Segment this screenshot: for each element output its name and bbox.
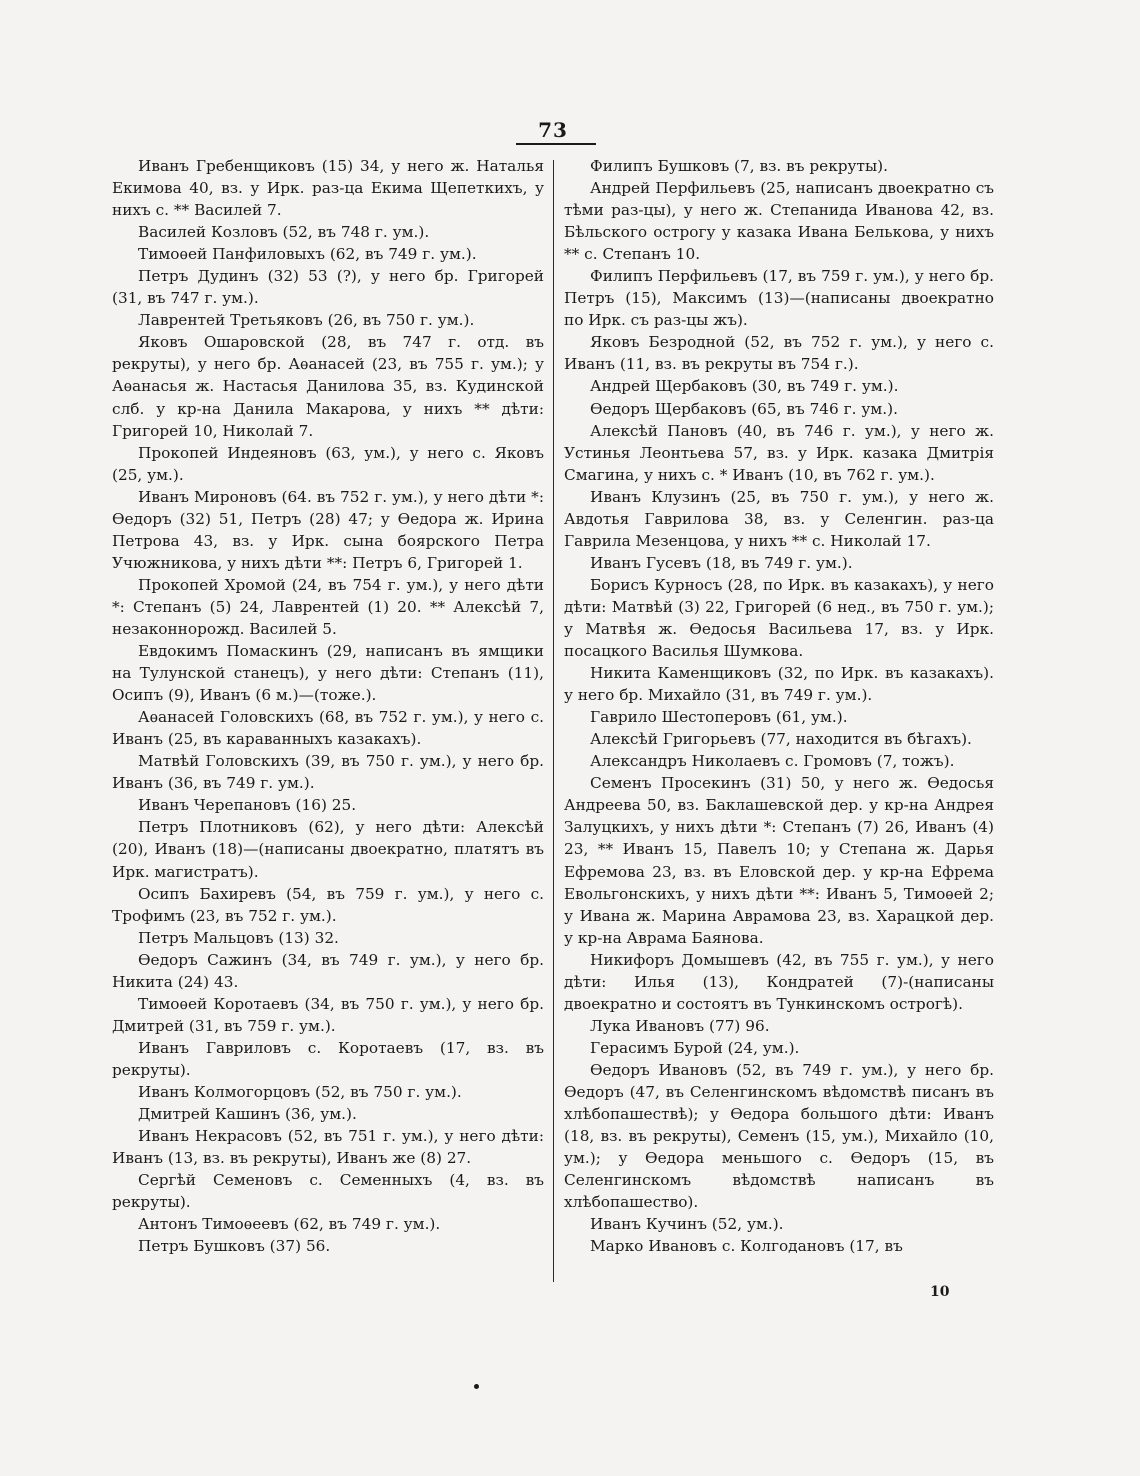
register-entry: Никита Каменщиковъ (32, по Ирк. въ казакахъ). у него бр. Михайло (31, въ 749 г. ум.). [564,664,994,705]
register-entry: Яковъ Ошаровской (28, въ 747 г. отд. въ рекруты), у него бр. Аѳанасей (23, въ 755 г. ум.); у Аѳанасья ж. Настасья Данилова 35, вз. Кудинской слб. у кр-на Данила Макарова, у нихъ ** дѣти: Григорей 10, Николай 7. [112,333,544,440]
register-entry: Ѳедоръ Щербаковъ (65, въ 746 г. ум.). [590,399,898,418]
register-entry: Филипъ Бушковъ (7, вз. въ рекруты). [590,157,889,175]
register-entry: Петръ Бушковъ (37) 56. [138,1237,331,1256]
register-entry: Прокопей Хромой (24, въ 754 г. ум.), у него дѣти *: Степанъ (5) 24, Лаврентей (1) 20. ** Алексѣй 7, незаконнорожд. Василей 5. [112,575,544,638]
register-entry: Яковъ Безродной (52, въ 752 г. ум.), у него с. Иванъ (11, вз. въ рекруты въ 754 г.). [564,333,994,374]
register-entry: Василей Козловъ (52, въ 748 г. ум.). [138,223,430,242]
register-entry: Сергѣй Семеновъ с. Семенныхъ (4, вз. въ рекруты). [112,1171,544,1212]
register-entry: Иванъ Кучинъ (52, ум.). [590,1215,784,1234]
register-entry: Осипъ Бахиревъ (54, въ 759 г. ум.), у него с. Трофимъ (23, въ 752 г. ум.). [112,884,544,925]
register-entry: Семенъ Просекинъ (31) 50, у него ж. Ѳедосья Андреева 50, вз. Баклашевской дер. у кр-на Андрея Залуцкихъ, у нихъ дѣти *: Степанъ (7) 26, Иванъ (4) 23, ** Иванъ 15, Павелъ 10; у Степана ж. Дарья Ефремова 23, вз. въ Еловской дер. у кр-на Ефрема Евольгонскихъ, у нихъ дѣти **: Иванъ 5, Тимоѳей 2; у Ивана ж. Марина Аврамова 23, вз. Харацкой дер. у кр-на Аврама Баянова. [564,774,994,947]
left-column [112,155,544,1257]
register-entry: Марко Ивановъ с. Колгодановъ (17, въ [590,1237,903,1256]
register-entry: Евдокимъ Помаскинъ (29, написанъ въ ямщики на Тулунской станецъ), у него дѣти: Степанъ (11), Осипъ (9), Иванъ (6 м.)—(тоже.). [112,642,544,705]
register-entry: Лаврентей Третьяковъ (26, въ 750 г. ум.). [138,311,475,330]
register-entry: Петръ Мальцовъ (13) 32. [138,928,339,947]
register-entry: Алексѣй Григорьевъ (77, находится въ бѣгахъ). [590,730,972,749]
register-entry: Матвѣй Головскихъ (39, въ 750 г. ум.), у него бр. Иванъ (36, въ 749 г. ум.). [112,752,544,793]
register-entry: Филипъ Перфильевъ (17, въ 759 г. ум.), у него бр. Петръ (15), Максимъ (13)—(написаны двоекратно по Ирк. съ раз-цы жъ). [564,267,994,330]
register-entry: Дмитрей Кашинъ (36, ум.). [138,1105,357,1124]
register-entry: Иванъ Гребенщиковъ (15) 34, у него ж. Наталья Екимова 40, вз. у Ирк. раз-ца Екима Щепеткихъ, у нихъ с. ** Василей 7. [112,157,544,220]
register-entry: Никифоръ Домышевъ (42, въ 755 г. ум.), у него дѣти: Илья (13), Кондратей (7)-(написаны двоекратно и состоятъ въ Тункинскомъ острогѣ). [564,950,994,1013]
register-entry: Гаврило Шестоперовъ (61, ум.). [590,708,848,727]
register-entry: Иванъ Гавриловъ с. Коротаевъ (17, вз. въ рекруты). [112,1038,544,1079]
column-divider [553,160,554,1282]
register-entry: Андрей Щербаковъ (30, въ 749 г. ум.). [590,377,899,396]
register-entry: Антонъ Тимоѳеевъ (62, въ 749 г. ум.). [138,1215,441,1234]
register-entry: Иванъ Клузинъ (25, въ 750 г. ум.), у него ж. Авдотья Гаврилова 38, вз. у Селенгин. раз-ца Гаврила Мезенцова, у нихъ ** с. Николай 17. [564,487,994,550]
page-mark-dot [474,1384,479,1389]
register-entry: Герасимъ Бурой (24, ум.). [590,1038,800,1057]
register-entry: Тимоѳей Панфиловыхъ (62, въ 749 г. ум.). [138,245,477,264]
register-entry: Иванъ Некрасовъ (52, въ 751 г. ум.), у него дѣти: Иванъ (13, вз. въ рекруты), Иванъ же (8) 27. [112,1127,544,1168]
right-column [564,155,994,1257]
register-entry: Лука Ивановъ (77) 96. [590,1016,770,1035]
signature-number: 10 [930,1284,950,1300]
register-entry: Иванъ Гусевъ (18, въ 749 г. ум.). [590,553,853,572]
page-number-rule [516,143,596,145]
register-entry: Иванъ Мироновъ (64. въ 752 г. ум.), у него дѣти *: Ѳедоръ (32) 51, Петръ (28) 47; у Ѳедора ж. Ирина Петрова 43, вз. у Ирк. сына боярского Петра Учюжникова, у нихъ дѣти **: Петръ 6, Григорей 1. [112,487,544,572]
register-entry: Ѳедоръ Ивановъ (52, въ 749 г. ум.), у него бр. Ѳедоръ (47, въ Селенгинскомъ вѣдомствѣ писанъ въ хлѣбопашествѣ); у Ѳедора большого дѣти: Иванъ (18, вз. въ рекруты), Семенъ (15, ум.), Михайло (10, ум.); у Ѳедора меньшого с. Ѳедоръ (15, въ Селенгинскомъ вѣдомствѣ написанъ въ хлѣбопашество). [564,1060,994,1212]
register-entry: Иванъ Черепановъ (16) 25. [138,796,357,815]
register-entry: Александръ Николаевъ с. Громовъ (7, тожъ). [590,752,955,771]
register-entry: Прокопей Индеяновъ (63, ум.), у него с. Яковъ (25, ум.). [112,443,544,484]
register-entry: Ѳедоръ Сажинъ (34, въ 749 г. ум.), у него бр. Никита (24) 43. [112,950,544,991]
register-entry: Борисъ Курносъ (28, по Ирк. въ казакахъ), у него дѣти: Матвѣй (3) 22, Григорей (6 нед., въ 750 г. ум.); у Матвѣя ж. Ѳедосья Васильева 17, вз. у Ирк. посацкого Василья Шумкова. [564,575,994,661]
register-entry: Аѳанасей Головскихъ (68, въ 752 г. ум.), у него с. Иванъ (25, въ караванныхъ казакахъ). [112,708,544,749]
register-entry: Алексѣй Пановъ (40, въ 746 г. ум.), у него ж. Устинья Леонтьева 57, вз. у Ирк. казака Дмитрія Смагина, у нихъ с. * Иванъ (10, въ 762 г. ум.). [564,421,994,484]
register-entry: Петръ Дудинъ (32) 53 (?), у него бр. Григорей (31, въ 747 г. ум.). [112,267,544,308]
page-number: 73 [538,118,568,142]
register-entry: Иванъ Колмогорцовъ (52, въ 750 г. ум.). [138,1082,462,1101]
register-entry: Петръ Плотниковъ (62), у него дѣти: Алексѣй (20), Иванъ (18)—(написаны двоекратно, платятъ въ Ирк. магистратъ). [112,818,544,881]
register-entry: Андрей Перфильевъ (25, написанъ двоекратно съ тѣми раз-цы), у него ж. Степанида Иванова 42, вз. Бѣльского острогу у казака Ивана Белькова, у нихъ ** с. Степанъ 10. [564,179,994,264]
register-entry: Тимоѳей Коротаевъ (34, въ 750 г. ум.), у него бр. Дмитрей (31, въ 759 г. ум.). [112,994,544,1035]
